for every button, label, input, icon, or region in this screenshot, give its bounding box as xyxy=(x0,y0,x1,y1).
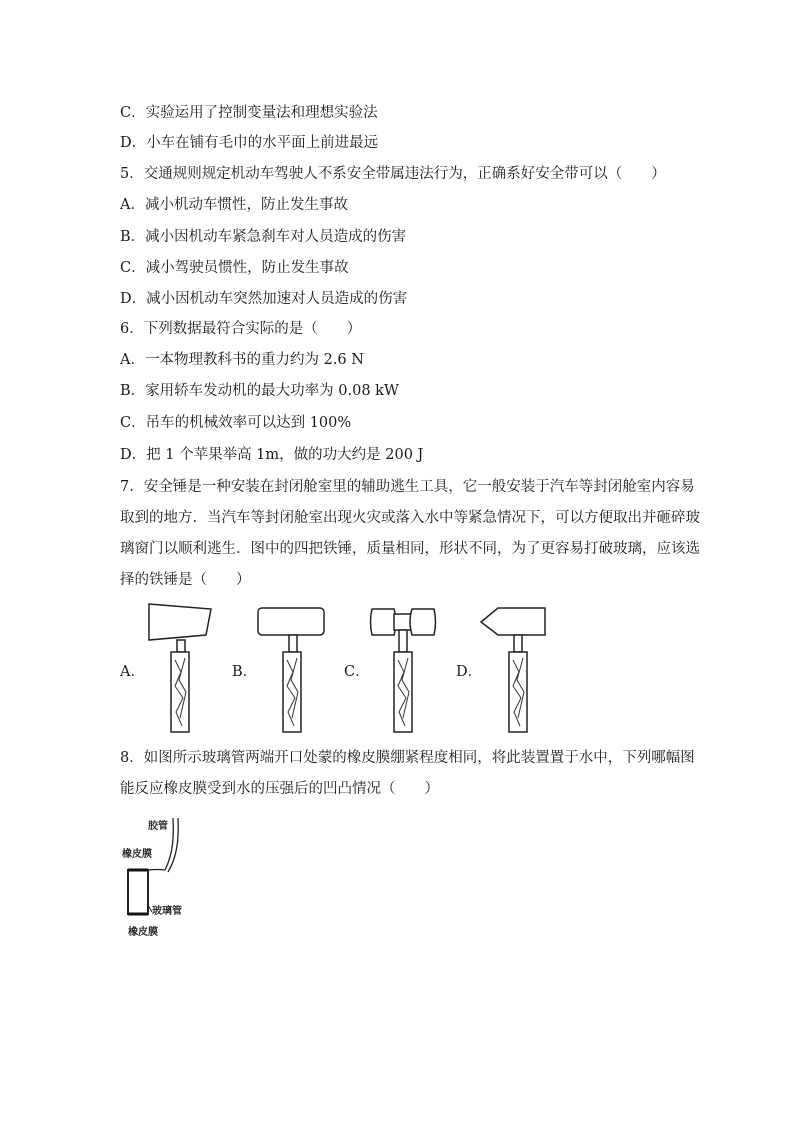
hammer-option-d-label: D． xyxy=(456,664,483,680)
q5-stem: 5．交通规则规定机动车驾驶人不系安全带属违法行为，正确系好安全带可以（ ） xyxy=(120,166,666,182)
hose-label: 胶管 xyxy=(148,821,168,832)
q7-stem-line-4: 择的铁锤是（ ） xyxy=(120,572,251,588)
glass-tube xyxy=(128,870,148,914)
hammer-c-neck xyxy=(399,630,407,652)
q6-option-b: B．家用轿车发动机的最大功率为 0.08 kW xyxy=(120,383,399,399)
q5-option-a: A．减小机动车惯性，防止发生事故 xyxy=(120,197,348,213)
q7-stem-line-2: 取到的地方．当汽车等封闭舱室出现火灾或落入水中等紧急情况下，可以方便取出并砸碎玻 xyxy=(120,510,700,526)
hammer-a-neck xyxy=(177,640,185,652)
hammer-b-head xyxy=(258,608,324,635)
hammer-option-c-label: C． xyxy=(344,664,370,680)
q4-option-d: D．小车在铺有毛巾的水平面上前进最远 xyxy=(120,135,379,151)
hammer-c-head-left xyxy=(371,609,397,635)
q8-stem-line-1: 8．如图所示玻璃管两端开口处蒙的橡皮膜绷紧程度相同，将此装置置于水中，下列哪幅图 xyxy=(120,750,695,766)
q5-option-d: D．减小因机动车突然加速对人员造成的伤害 xyxy=(120,291,408,307)
hose-connector xyxy=(148,870,165,871)
hammer-a-figure xyxy=(140,600,226,736)
hammer-c-figure xyxy=(364,600,450,736)
hammer-d-head xyxy=(481,608,545,635)
tube-diagram xyxy=(118,812,218,944)
glass-tube-label: 玻璃管 xyxy=(152,906,182,917)
hammer-a-head xyxy=(149,604,211,640)
q5-option-c: C．减小驾驶员惯性，防止发生事故 xyxy=(120,260,349,276)
q7-stem-line-1: 7．安全锤是一种安装在封闭舱室里的辅助逃生工具，它一般安装于汽车等封闭舱室内容易 xyxy=(120,479,695,495)
q7-stem-line-3: 璃窗门以顺利逃生．图中的四把铁锤，质量相同，形状不同，为了更容易打破玻璃，应该选 xyxy=(120,541,700,557)
q5-option-b: B．减小因机动车紧急刹车对人员造成的伤害 xyxy=(120,229,407,245)
q8-stem-line-2: 能反应橡皮膜受到水的压强后的凹凸情况（ ） xyxy=(120,781,439,797)
hammer-option-a-label: A． xyxy=(120,664,145,680)
hammer-b-neck xyxy=(289,635,297,652)
hammer-d-figure xyxy=(476,600,562,736)
hammer-b-figure xyxy=(252,600,338,736)
q6-option-d: D．把 1 个苹果举高 1m，做的功大约是 200 J xyxy=(120,447,424,463)
membrane-top-label: 橡皮膜 xyxy=(122,849,152,860)
q4-option-c: C．实验运用了控制变量法和理想实验法 xyxy=(120,105,378,121)
hammer-d-neck xyxy=(514,635,522,652)
q6-option-a: A．一本物理教科书的重力约为 2.6 N xyxy=(120,352,364,368)
membrane-bottom-label: 橡皮膜 xyxy=(128,927,158,938)
hammer-c-head-right xyxy=(410,609,436,635)
hammer-option-b-label: B． xyxy=(232,664,258,680)
q6-option-c: C．吊车的机械效率可以达到 100% xyxy=(120,415,352,431)
q6-stem: 6．下列数据最符合实际的是（ ） xyxy=(120,321,362,337)
